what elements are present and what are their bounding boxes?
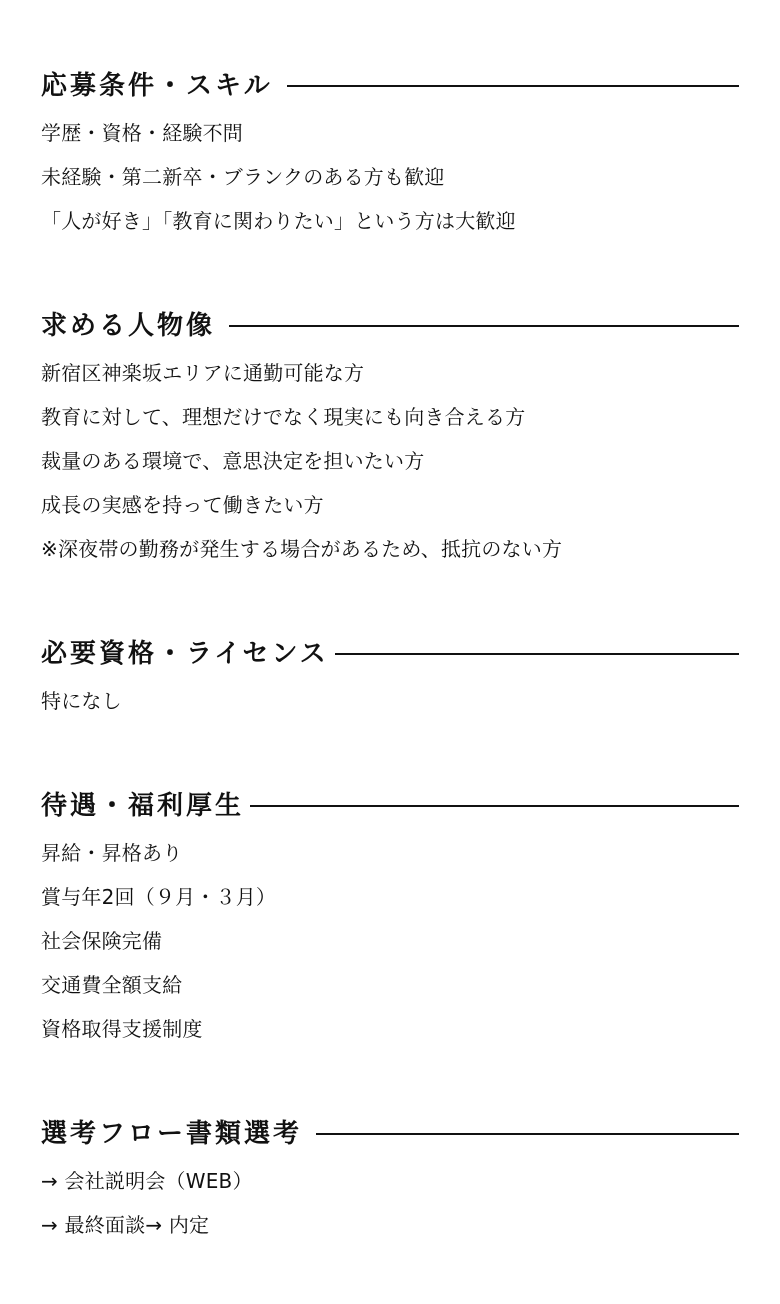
list-item: 交通費全額支給 — [41, 973, 183, 997]
list-item: 「人が好き」「教育に関わりたい」という方は大歓迎 — [41, 209, 516, 233]
list-item: 特になし — [41, 689, 122, 713]
heading-divider — [316, 1133, 739, 1135]
section-heading-row — [41, 1114, 739, 1154]
section-heading: 応募条件・スキル — [41, 71, 273, 101]
section-heading: 選考フロー書類選考 — [41, 1119, 303, 1149]
required-license-list — [41, 679, 739, 723]
section-ideal-candidate — [41, 306, 739, 571]
section-requirements — [41, 66, 739, 243]
section-required-license — [41, 634, 739, 723]
list-item: 裁量のある環境で、意思決定を担いたい方 — [41, 449, 425, 473]
section-benefits — [41, 786, 739, 1051]
section-heading-row — [41, 634, 739, 674]
requirements-list — [41, 111, 739, 243]
list-item: 学歴・資格・経験不問 — [41, 121, 243, 145]
list-item: 教育に対して、理想だけでなく現実にも向き合える方 — [41, 405, 526, 429]
selection-flow-list — [41, 1159, 739, 1247]
flow-step: → 会社説明会（WEB） — [41, 1169, 253, 1193]
list-item: 昇給・昇格あり — [41, 841, 183, 865]
section-heading-row — [41, 306, 739, 346]
section-heading-row — [41, 786, 739, 826]
heading-divider — [229, 325, 739, 327]
heading-divider — [335, 653, 739, 655]
list-item: 社会保険完備 — [41, 929, 163, 953]
ideal-candidate-list — [41, 351, 739, 571]
list-item: 新宿区神楽坂エリアに通勤可能な方 — [41, 361, 365, 385]
list-item: 賞与年2回（９月・３月） — [41, 885, 277, 909]
list-item: 資格取得支援制度 — [41, 1017, 203, 1041]
heading-divider — [250, 805, 739, 807]
flow-step: → 最終面談→ 内定 — [41, 1213, 210, 1237]
list-item: 未経験・第二新卒・ブランクのある方も歓迎 — [41, 165, 445, 189]
section-heading: 求める人物像 — [41, 311, 216, 341]
section-heading-row — [41, 66, 739, 106]
benefits-list — [41, 831, 739, 1051]
section-heading: 待遇・福利厚生 — [41, 791, 245, 821]
section-selection-flow — [41, 1114, 739, 1247]
list-item: ※深夜帯の勤務が発生する場合があるため、抵抗のない方 — [41, 537, 563, 561]
heading-divider — [287, 85, 739, 87]
list-item: 成長の実感を持って働きたい方 — [41, 493, 324, 517]
section-heading: 必要資格・ライセンス — [41, 639, 329, 669]
